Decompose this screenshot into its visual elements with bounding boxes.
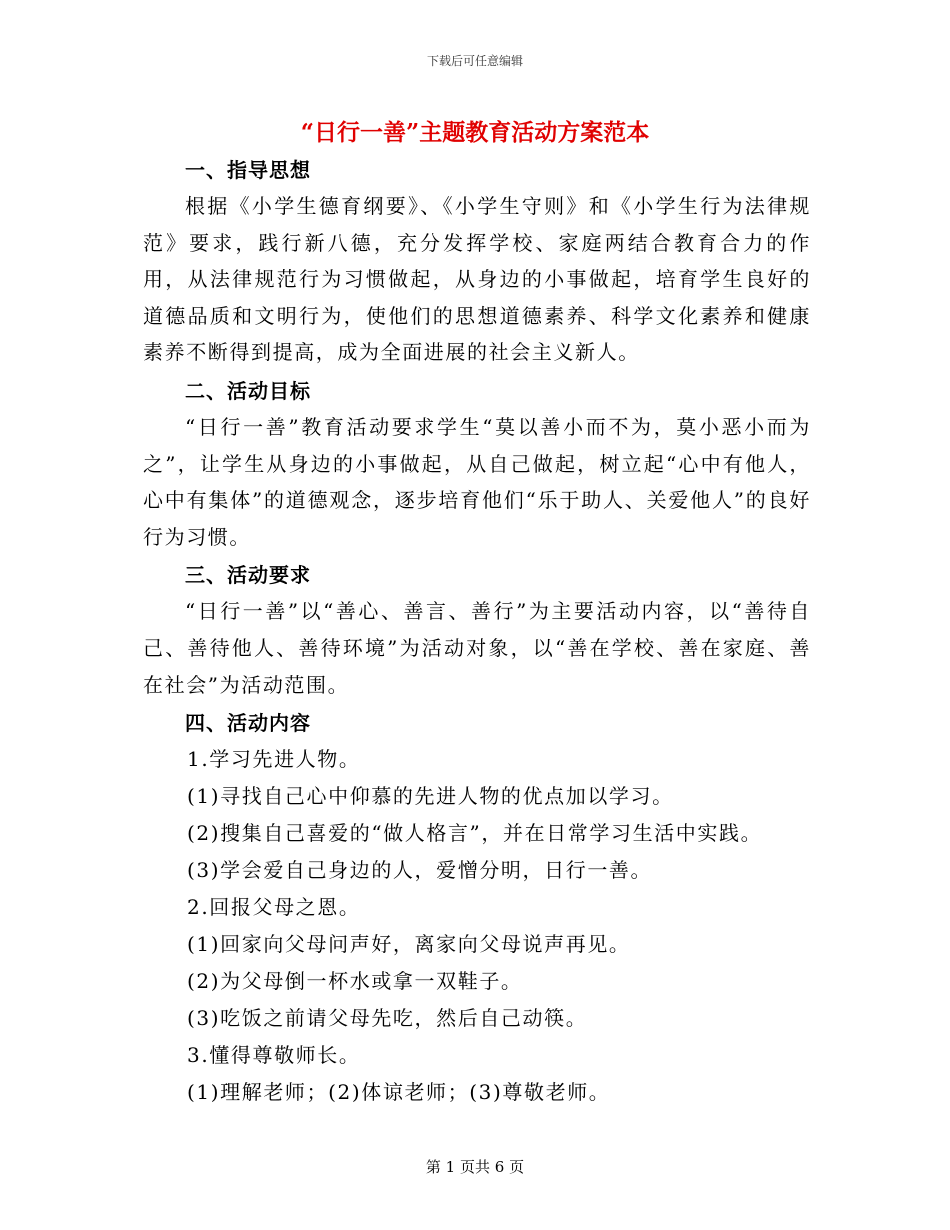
document-title: “日行一善”主题教育活动方案范本: [300, 119, 650, 146]
section-heading-guiding-ideology: 一、指导思想: [185, 158, 311, 182]
list-item: (3)学会爱自己身边的人，爱憎分明，日行一善。: [187, 858, 653, 883]
list-item: (1)回家向父母问声好，离家向父母说声再见。: [187, 932, 631, 957]
section-heading-activity-requirements: 三、活动要求: [185, 563, 311, 588]
list-item: 3.懂得尊敬师长。: [187, 1043, 361, 1068]
section-heading-activity-goals: 二、活动目标: [185, 378, 311, 403]
list-item: (1)理解老师；(2)体谅老师；(3)尊敬老师。: [187, 1080, 611, 1105]
section-paragraph: “日行一善”教育活动要求学生“莫以善小而不为，莫小恶小而为之”，让学生从身边的小事做起，从自己做起，树立起“心中有他人，心中有集体”的道德观念，逐步培育他们“乐于助人、关爱他人”的良好行为习惯。: [143, 414, 811, 549]
section-paragraph: “日行一善”以“善心、善言、善行”为主要活动内容，以“善待自己、善待他人、善待环境”为活动对象，以“善在学校、善在家庭、善在社会”为活动范围。: [143, 599, 811, 697]
list-item: (3)吃饭之前请父母先吃，然后自己动筷。: [187, 1006, 588, 1031]
page-header: 下载后可任意编辑: [426, 54, 523, 68]
section-heading-activity-content: 四、活动内容: [185, 711, 311, 736]
list-item: (2)搜集自己喜爱的“做人格言”，并在日常学习生活中实践。: [187, 821, 763, 846]
list-item: (1)寻找自己心中仰慕的先进人物的优点加以学习。: [187, 784, 674, 809]
list-item: 2.回报父母之恩。: [187, 895, 361, 920]
document-body: [143, 152, 811, 1111]
section-paragraph: 根据《小学生德育纲要》、《小学生守则》和《小学生行为法律规范》要求，践行新八德，充分发挥学校、家庭两结合教育合力的作用，从法律规范行为习惯做起，从身边的小事做起，培育学生良好的道德品质和文明行为，使他们的思想道德素养、科学文化素养和健康素养不断得到提高，成为全面进展的社会主义新人。: [143, 194, 811, 365]
list-item: 1.学习先进人物。: [187, 747, 361, 772]
page-footer: 第 1 页共 6 页: [425, 1158, 525, 1176]
list-item: (2)为父母倒一杯水或拿一双鞋子。: [187, 969, 523, 994]
